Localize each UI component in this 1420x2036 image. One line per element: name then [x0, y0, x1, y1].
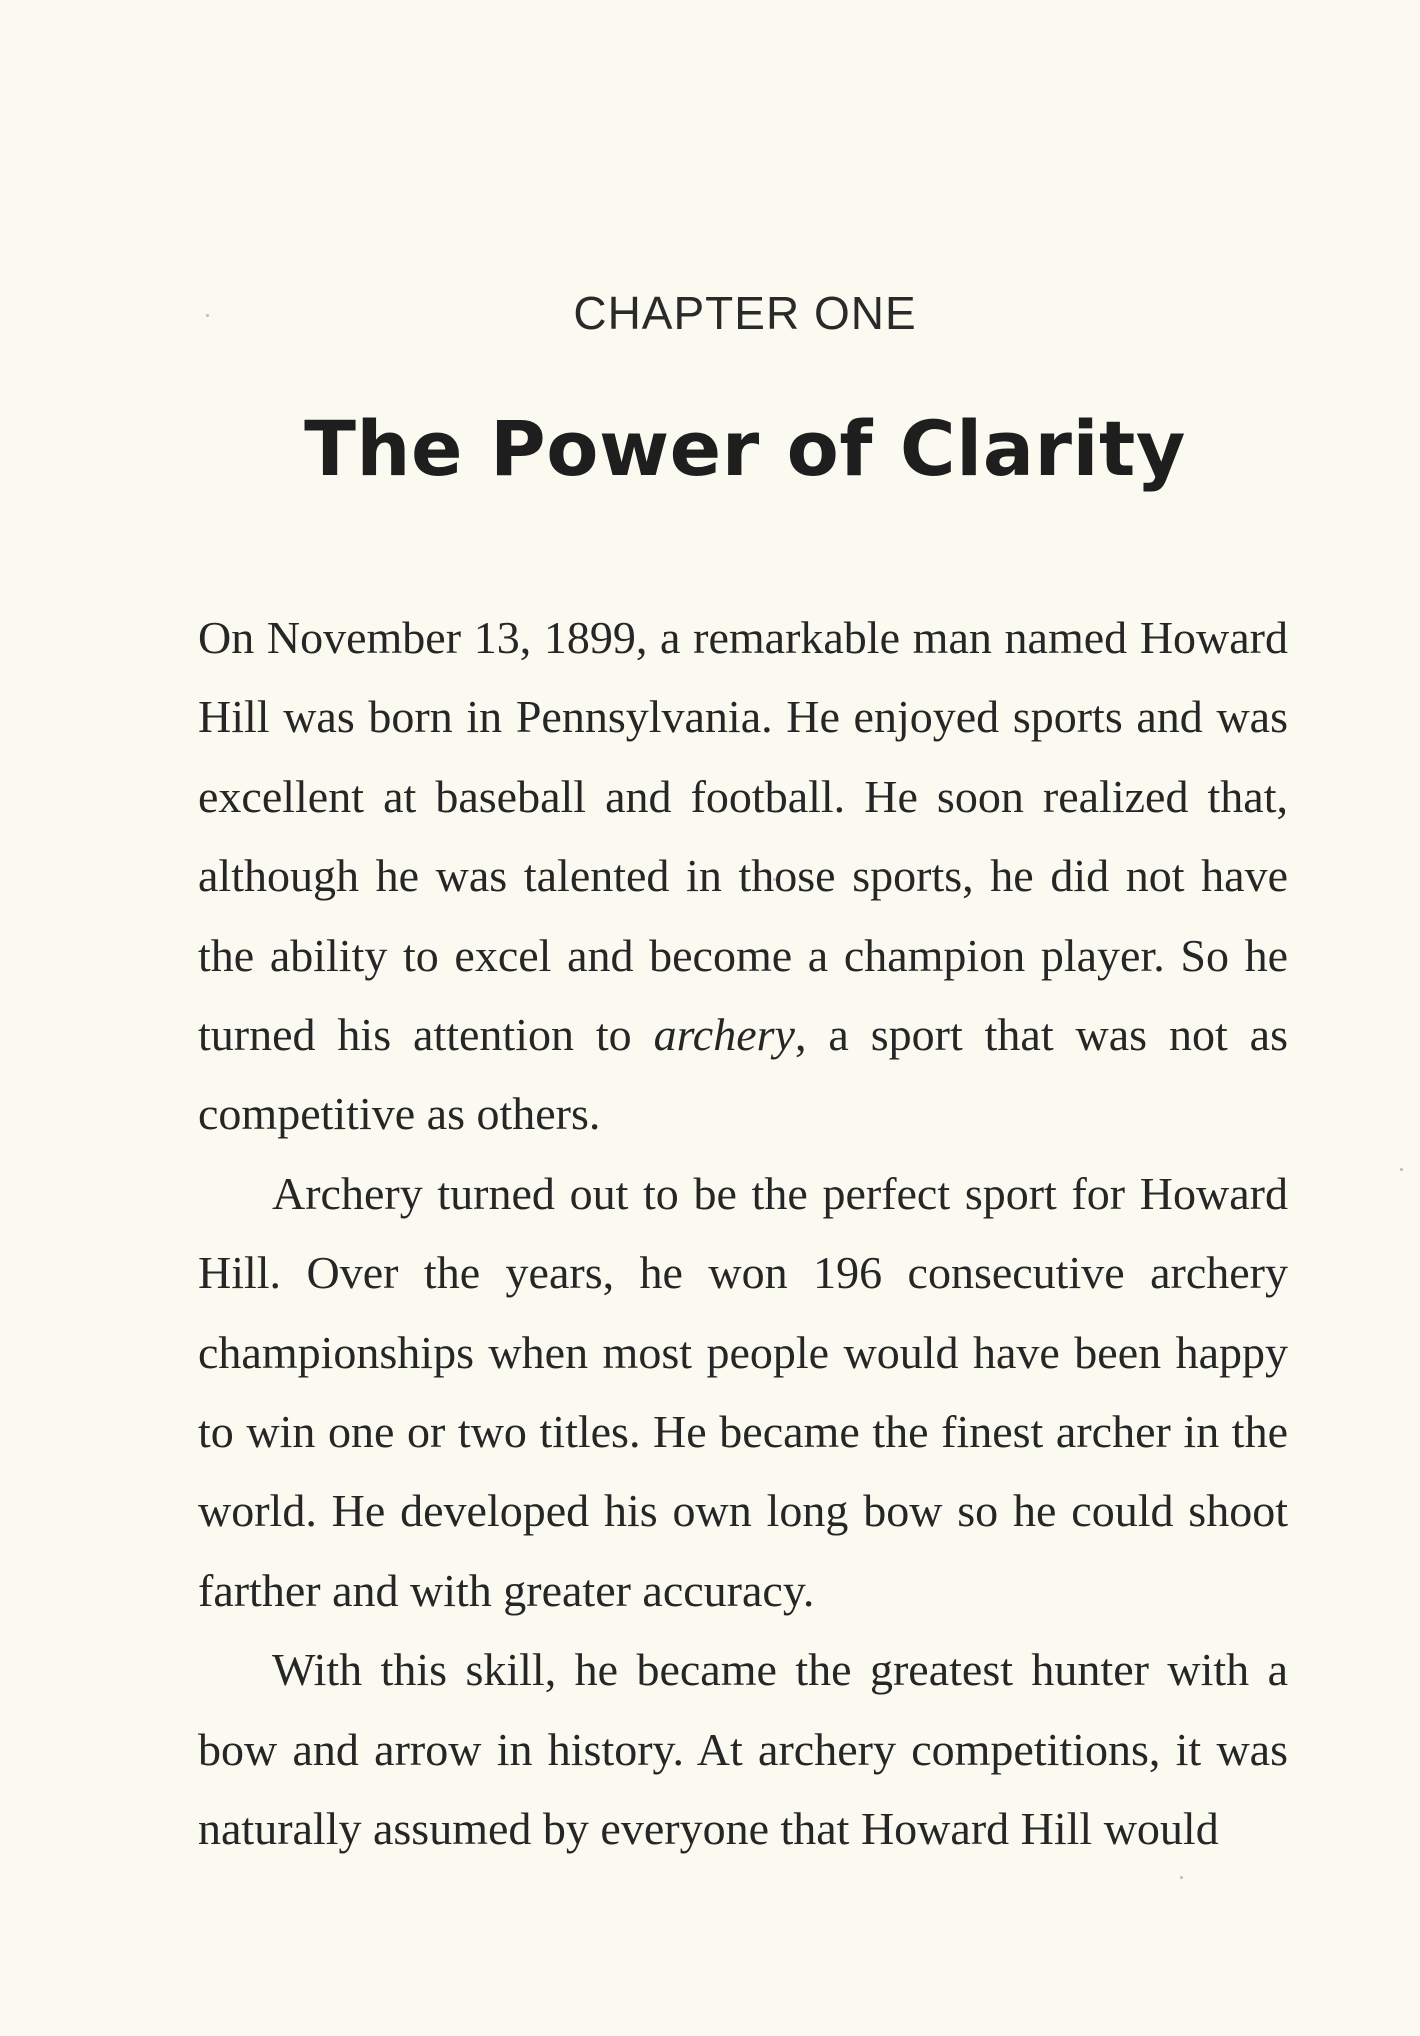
- paragraph-1: [198, 598, 1288, 1154]
- paragraph-3: With this skill, he became the greatest hunter with a bow and arrow in history. At archery competitions, it was naturally assumed by everyone that Howard Hill would: [198, 1644, 1288, 1855]
- paragraph-2: Archery turned out to be the perfect sport for Howard Hill. Over the years, he won 196 consecutive archery championships when most people would have been happy to win one or two titles. He became the finest archer in the world. He developed his own long bow so he could shoot farther and with greater accuracy.: [198, 1167, 1288, 1616]
- chapter-label: CHAPTER ONE: [573, 287, 917, 339]
- paragraph-1-text-start: On November 13, 1899, a remarkable man named Howard Hill was born in Pennsylvania. He enjoyed sports and was excellent at baseball and football. He soon realized that, although he was talented in those sports, he did not have the ability to excel and become a champion player. So he turned his attention to: [198, 612, 1288, 1061]
- paragraph-1-text-end: , a sport that was not as competitive as others.: [198, 1009, 1289, 1140]
- chapter-title: The Power of Clarity: [304, 404, 1186, 493]
- emphasis-archery: archery: [653, 1009, 795, 1061]
- scan-speck: [1180, 1876, 1183, 1879]
- chapter-body: [198, 598, 1288, 1869]
- scan-speck: [1400, 1168, 1403, 1171]
